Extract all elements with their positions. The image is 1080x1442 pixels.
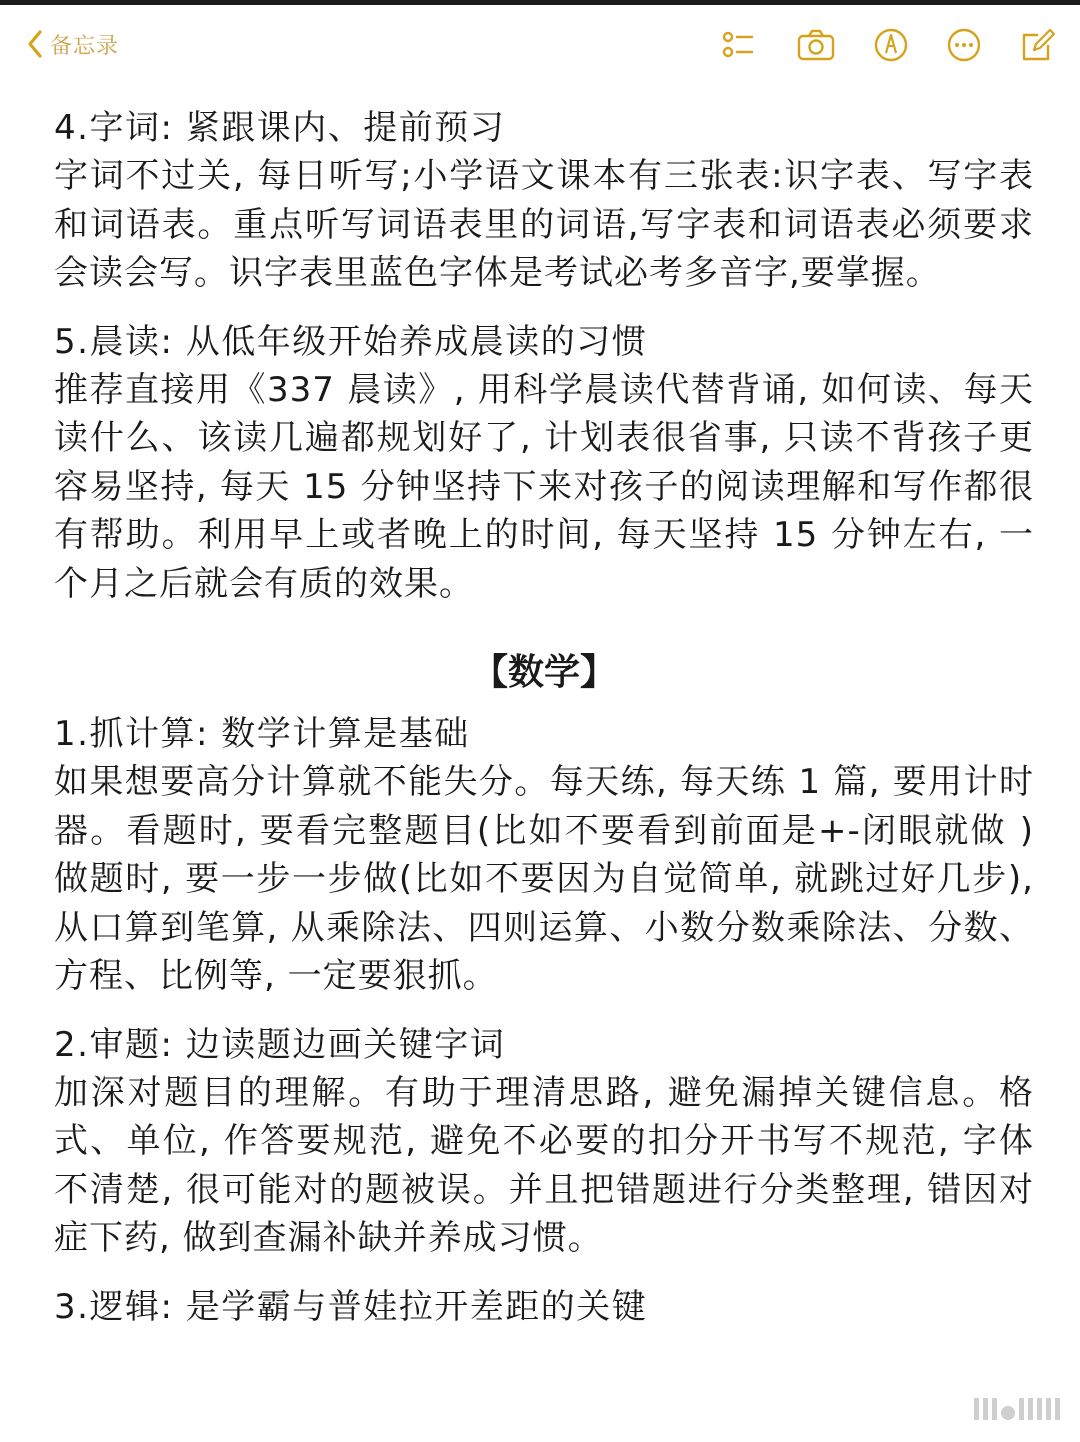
section-paragraph: 字词不过关, 每日听写;小学语文课本有三张表:识字表、写字表和词语表。重点听写词语表里的词语,写字表和词语表必须要求会读会写。识字表里蓝色字体是考试必考多音字,要掌握。 (54, 156, 1034, 293)
back-label: 备忘录 (50, 33, 120, 59)
markup-pen-icon (871, 25, 911, 65)
notes-toolbar (0, 5, 1080, 85)
compose-icon (1018, 25, 1058, 65)
note-body[interactable] (54, 104, 1034, 1331)
checklist-button[interactable] (718, 25, 758, 65)
camera-icon (796, 25, 836, 65)
section-heading: 4.字词: 紧跟课内、提前预习 (54, 108, 506, 148)
more-button[interactable] (944, 25, 984, 65)
section-paragraph: 如果想要高分计算就不能失分。每天练, 每天练 1 篇, 要用计时器。看题时, 要看完整题目(比如不要看到前面是+-闭眼就做 )做题时, 要一步一步做(比如不要因为自觉简单, 就跳过好几步), 从口算到笔算, 从乘除法、四则运算、小数分数乘除法、分数、方程、比例等, 一定要狠抓。 (54, 762, 1034, 996)
chevron-left-icon (26, 29, 44, 59)
math-section-title: 【数学】 (471, 652, 616, 693)
section-heading: 3.逻辑: 是学霸与普娃拉开差距的关键 (54, 1286, 648, 1327)
compose-button[interactable] (1018, 25, 1058, 65)
more-icon (944, 25, 984, 65)
section-paragraph: 推荐直接用《337 晨读》, 用科学晨读代替背诵, 如何读、每天读什么、该读几遍都规划好了, 计划表很省事, 只读不背孩子更容易坚持, 每天 15 分钟坚持下来对孩子的阅读理解和写作都很有帮助。利用早上或者晚上的时间, 每天坚持 15 分钟左右, 一个月之后就会有质的效果。 (54, 369, 1034, 604)
section-paragraph: 加深对题目的理解。有助于理清思路, 避免漏掉关键信息。格式、单位, 作答要规范, 避免不必要的扣分开书写不规范, 字体不清楚, 很可能对的题被误。并且把错题进行分类整理, 错因对症下药, 做到查漏补缺并养成习惯。 (54, 1072, 1034, 1258)
section-heading: 2.审题: 边读题边画关键字词 (54, 1024, 506, 1065)
section-heading: 1.抓计算: 数学计算是基础 (54, 714, 470, 754)
camera-button[interactable] (796, 25, 836, 65)
section-chinese-5 (54, 318, 1034, 609)
section-math-1 (54, 710, 1034, 1001)
section-heading: 5.晨读: 从低年级开始养成晨读的习惯 (54, 321, 648, 362)
section-math-2 (54, 1021, 1034, 1263)
markup-button[interactable] (871, 25, 911, 65)
section-chinese-4 (54, 104, 1034, 298)
section-math-3 (54, 1283, 1034, 1331)
back-button[interactable] (26, 27, 119, 61)
watermark-logo (974, 1390, 1060, 1420)
checklist-icon (718, 25, 758, 65)
